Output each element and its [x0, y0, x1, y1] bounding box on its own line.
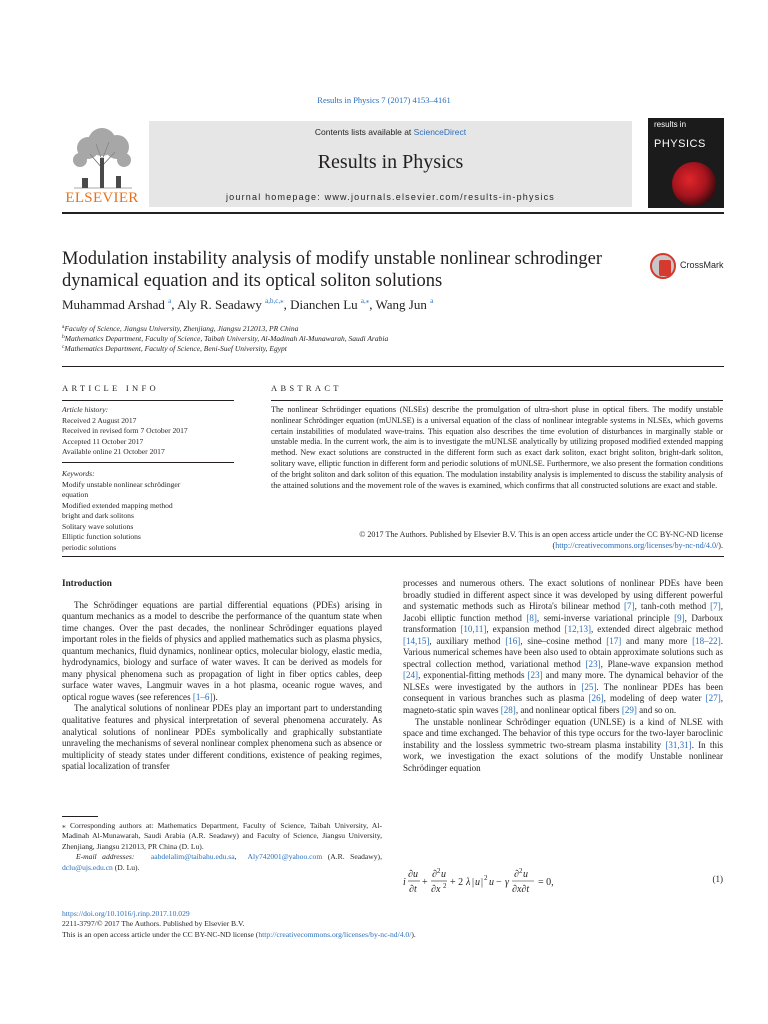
svg-text:∂: ∂: [432, 869, 437, 880]
oa-text: This is an open access article under the CC BY-NC-ND license (: [62, 929, 259, 939]
paragraph-text: , magneto-static spin waves: [403, 693, 723, 716]
paragraph-text: , semi-inverse variational principle: [536, 612, 675, 623]
author-affiliation-marker[interactable]: a,b,c,⁎: [265, 297, 284, 305]
author-list: Muhammad Arshad $^a$, Aly R. Seadawy $^{a,b,c,⁎}$, Dianchen Lu $^{a,⁎}$, Wang Jun $^a$: [62, 297, 434, 312]
keywords-rule: [62, 462, 234, 463]
issn-line: 2211-3797/© 2017 The Authors. Published by Elsevier B.V.: [62, 919, 245, 929]
paragraph-text: and many more. The dynamical behavior of the NLSEs were investigated by the authors in: [403, 670, 723, 692]
affiliation-marker: a: [62, 324, 65, 330]
svg-text:∂x∂t: ∂x∂t: [512, 884, 530, 895]
masthead-divider: [62, 212, 724, 214]
crossmark-label: CrossMark: [680, 260, 724, 270]
history-item: Received 2 August 2017: [62, 415, 137, 425]
citation-link[interactable]: [8]: [526, 612, 537, 623]
citation-link[interactable]: [27]: [705, 693, 721, 704]
journal-homepage[interactable]: journal homepage: www.journals.elsevier.com/results-in-physics: [225, 192, 555, 202]
body-column-right: [403, 578, 723, 774]
keyword-item: Solitary wave solutions: [62, 521, 134, 531]
page-footer: [62, 909, 724, 940]
paragraph-text: , Plane-wave expansion method: [600, 658, 723, 669]
journal-title: Results in Physics: [317, 151, 464, 173]
svg-text:+ 2: + 2: [450, 877, 464, 888]
body-column-left: [62, 578, 382, 773]
paragraph-text: The Schrödinger equations are partial differential equations (PDEs) arising in quantum mechanics as a model to describe the performance of the quantum state when time changes. Over the past decades, the nonlinear Schrödinger equations played important roles in the fields of physics and applied mathematics such as plasma physics, quantum mechanics, fluid dynamics, nonlinear optics, molecular biology, elastic media, hydrodynamics, biology and surface of water waves. It can be derived as models for many physical phenomena such as propagation of light in fiber optics cables, deep surface water waves, Langmuir waves in a hot plasma, oceanic rogue waves, and optical rogue waves (see references: [62, 599, 382, 702]
email-line: E-mail addresses: aabdelalim@taibahu.edu.sa, Aly742001@yahoo.com (A.R. Seadawy), dclu@ujs.edu.cn (D. Lu).: [62, 852, 382, 872]
author-name: Aly R. Seadawy: [177, 297, 262, 312]
svg-text:|: |: [472, 877, 475, 888]
citation-link[interactable]: [18–22]: [692, 635, 721, 646]
svg-text:∂t: ∂t: [409, 884, 417, 895]
svg-text:∂x: ∂x: [431, 884, 441, 895]
citation-link[interactable]: [7]: [710, 601, 721, 612]
svg-text:−: −: [496, 877, 502, 888]
citation-link[interactable]: [23]: [527, 670, 543, 681]
cover-graphic: [672, 162, 716, 206]
abstract-heading: ABSTRACT: [271, 383, 342, 393]
svg-text:i: i: [403, 877, 406, 888]
journal-citation-link[interactable]: Results in Physics 7 (2017) 4153–4161: [317, 95, 451, 105]
abstract-text: The nonlinear Schrödinger equations (NLSEs) describe the promulgation of ultra-short pluse in optical fibers. The modify unstable nonlinear Schrödinger equation (mUNLSE) is a universal equation of the class of nonlinear integrable systems in NLSEs, which governs certain instabilities of modulated wave-trains. This equation also describes the time evolution of disturbances in marginally stable or unstable media. In the current work, the aim is to investigate the mUNLSE analytically by utilizing proposed modified extended mapping method. New exact solutions are constructed in the different form such as exact dark soliton, exact bright soliton, bright-dark soliton, solitary wave, elliptic function in different form and periodic solutions of mUNLSE. Furthermore, we also present the formation conditions of the bright soliton and dark soliton of this equation. The modulation instability analysis is implemented to discuss the stability analysis of the attained solutions and the movement role of the waves is examined, which confirms that all constructed solutions are exact and stable.: [271, 405, 723, 490]
affiliation-text: Faculty of Science, Jiangsu University, Zhenjiang, Jiangsu 212013, PR China: [64, 324, 299, 333]
paragraph-text: . In this work, we investigation the exact solutions of the modify Unstable nonlinear Schrödinger equation: [403, 739, 723, 773]
affiliation-marker: c: [62, 344, 65, 350]
abstract-rule: [271, 400, 723, 401]
paragraph-text: , auxiliary method: [429, 635, 506, 646]
email-link[interactable]: Aly742001@yahoo.com: [247, 852, 323, 862]
citation-link[interactable]: [14,15]: [403, 635, 430, 646]
affiliation-c: [62, 342, 722, 354]
citation-link[interactable]: [9]: [674, 612, 685, 623]
paragraph-text: , extended direct algebraic method: [590, 624, 723, 635]
author-affiliation-marker[interactable]: a: [430, 297, 434, 305]
paragraph-text: , modeling of deep water: [603, 693, 706, 704]
copyright-end: ).: [718, 540, 723, 550]
license-link[interactable]: http://creativecommons.org/licenses/by-nc-nd/4.0/: [555, 540, 719, 550]
paragraph-text: processes and numerous others. The exact solutions of nonlinear PDEs have been broadly studied in different aspect since it was developed by using different powerful and systematic methods such as Hirota's bilinear method: [403, 578, 723, 612]
keyword-item: equation: [62, 490, 89, 499]
email-label: E-mail addresses:: [76, 852, 135, 862]
svg-text:γ: γ: [505, 877, 509, 888]
svg-text:2: 2: [437, 867, 441, 875]
keywords-label: Keywords:: [62, 469, 95, 478]
author-affiliation-marker[interactable]: a,⁎: [360, 297, 370, 305]
citation-link[interactable]: [28]: [500, 705, 516, 716]
email-link[interactable]: dclu@ujs.edu.cn: [62, 862, 113, 872]
affiliation-divider: [62, 366, 724, 367]
paragraph-text: ).: [212, 691, 218, 702]
intro-paragraph-2: The analytical solutions of nonlinear PDEs play an important part to understanding qualitative features and physical interpretation of several phenomena accurately. As analytical solutions of nonlinear PDEs symbolically and graphically substantiate unraveling the mechanisms of several nonlinear complex phenomena such as absence or multiplicity of steady states under different conditions, existence of peaking regimes, spatial localization of transfer: [62, 703, 382, 772]
svg-text:u: u: [489, 877, 494, 888]
svg-text:2: 2: [443, 882, 447, 890]
copyright-text: © 2017 The Authors. Published by Elsevier B.V. This is an open access article under the CC BY-NC-ND license (: [359, 530, 723, 550]
intro-paragraph-continued: [403, 578, 723, 717]
article-info-heading: ARTICLE INFO: [62, 383, 159, 393]
footnote-text: ⁎ Corresponding authors at: Mathematics Department, Faculty of Science, Taibah University, Al-Madinah Al-Munawarah, Saudi Arabia (A.R. Seadawy) and Faculty of Science, Jiangsu University, Zhenjiang, Jiangsu 212013, PR China (D. Lu).: [62, 821, 382, 851]
article-info-rule: [62, 400, 234, 401]
svg-text:u: u: [475, 877, 480, 888]
citation-link[interactable]: [26]: [588, 693, 604, 704]
affiliation-marker: b: [62, 334, 65, 340]
svg-text:u: u: [441, 869, 446, 880]
citation-link[interactable]: [23]: [585, 658, 601, 669]
svg-text:2: 2: [519, 867, 523, 875]
paragraph-text: , sine–cosine method: [520, 635, 607, 646]
abstract-bottom-divider: [62, 556, 724, 557]
citation-link[interactable]: [10,11]: [460, 624, 487, 635]
paragraph-text: . Various numerical schemes have been also used to obtain approximate solutions such as spectral collection method, variational method: [403, 635, 723, 669]
history-item: Available online 21 October 2017: [62, 447, 165, 456]
citation-link[interactable]: [31,31]: [665, 739, 692, 750]
keyword-item: Elliptic function solutions: [62, 532, 141, 541]
email-owner: (A.R. Seadawy),: [327, 852, 382, 862]
paragraph-text: , and nonlinear optical fibers: [515, 705, 622, 716]
citation-link[interactable]: [1–6]: [192, 691, 213, 702]
email-link[interactable]: aabdelalim@taibahu.edu.sa: [150, 852, 235, 862]
svg-text:∂u: ∂u: [408, 869, 418, 880]
author-name: Muhammad Arshad: [62, 297, 165, 312]
paragraph-text: and many more: [621, 635, 693, 646]
svg-text:|: |: [481, 877, 484, 888]
cover-text-physics: PHYSICS: [654, 138, 706, 150]
paragraph-text: , tanh-coth method: [634, 601, 711, 612]
keyword-item: Modified extended mapping method: [62, 500, 173, 510]
article-title: Modulation instability analysis of modify unstable nonlinear schrodinger dynamical equation and its optical soliton solutions: [62, 249, 603, 291]
intro-paragraph-unlse: [403, 717, 723, 775]
svg-text:∂: ∂: [514, 869, 519, 880]
citation-link[interactable]: [16]: [505, 635, 521, 646]
affiliation-text: Mathematics Department, Faculty of Science, Beni-Suef University, Egypt: [64, 344, 287, 353]
license-link[interactable]: http://creativecommons.org/licenses/by-nc-nd/4.0/: [258, 929, 412, 939]
contents-prefix: Contents lists available at: [314, 127, 414, 137]
paragraph-text: , Darboux transformation: [403, 612, 723, 635]
author-affiliation-marker[interactable]: a: [168, 297, 172, 305]
svg-text:λ: λ: [466, 877, 471, 888]
intro-paragraph-1: [62, 600, 382, 704]
oa-text: ).: [411, 929, 416, 939]
journal-cover-image: [648, 118, 724, 208]
affiliation-text: Mathematics Department, Faculty of Science, Taibah University, Al-Madinah Al-Munawarah, Saudi Arabia: [64, 334, 389, 343]
corresponding-author-footnote: [62, 821, 382, 873]
keyword-item: bright and dark solitons: [62, 511, 134, 520]
paragraph-text: , Jacobi elliptic function method: [403, 601, 723, 623]
equation-number: (1): [712, 874, 723, 884]
citation-link[interactable]: [29]: [621, 705, 637, 716]
paragraph-text: The unstable nonlinear Schrödinger equation (UNLSE) is a kind of NLSE with space and time exchanged. The behavior of this type occurs for the two-layer baroclinic instability and the lossless symmetric two-stream plasma instability: [403, 716, 723, 750]
paragraph-text: and so on.: [636, 705, 677, 716]
svg-text:+: +: [422, 877, 428, 888]
email-owner: (D. Lu).: [114, 862, 140, 872]
author-name: Wang Jun: [375, 297, 427, 312]
crossmark-button[interactable]: [650, 253, 730, 281]
elsevier-wordmark: ELSEVIER: [65, 190, 139, 206]
citation-link[interactable]: [7]: [624, 601, 635, 612]
citation-link[interactable]: [17]: [606, 635, 622, 646]
paragraph-text: , expansion method: [486, 624, 565, 635]
journal-masthead: [62, 118, 724, 210]
cover-text-results-in: results in: [654, 120, 687, 129]
keyword-item: Modify unstable nonlinear schrödinger: [62, 479, 181, 489]
author-name: Dianchen Lu: [290, 297, 358, 312]
history-item: Accepted 11 October 2017: [62, 436, 144, 446]
citation-link[interactable]: [24]: [403, 670, 419, 681]
history-label: Article history:: [62, 405, 109, 414]
sciencedirect-link[interactable]: ScienceDirect: [413, 127, 467, 137]
article-history: [62, 405, 234, 458]
doi-link[interactable]: https://doi.org/10.1016/j.rinp.2017.10.029: [62, 909, 190, 918]
journal-info-box: [149, 121, 632, 207]
crossmark-icon: [650, 253, 676, 279]
svg-text:= 0,: = 0,: [538, 877, 554, 888]
svg-text:2: 2: [484, 874, 488, 882]
equation-formula: [403, 864, 703, 900]
equation-1: [403, 864, 723, 900]
paragraph-text: , exponential-fitting methods: [418, 670, 528, 681]
keyword-item: periodic solutions: [62, 542, 117, 552]
citation-link[interactable]: [25]: [581, 681, 597, 692]
citation-link[interactable]: [12,13]: [564, 624, 591, 635]
section-heading-introduction: Introduction: [62, 578, 112, 588]
contents-line: [149, 127, 632, 137]
open-access-line: [62, 930, 724, 940]
abstract-copyright: [271, 530, 723, 552]
paragraph-text: . The nonlinear PDEs has been consequent in various branches such as plasma: [403, 681, 723, 704]
keywords-list: [62, 469, 234, 553]
footnote-divider: [62, 816, 98, 817]
history-item: Received in revised form 7 October 2017: [62, 426, 188, 435]
svg-text:u: u: [523, 869, 528, 880]
